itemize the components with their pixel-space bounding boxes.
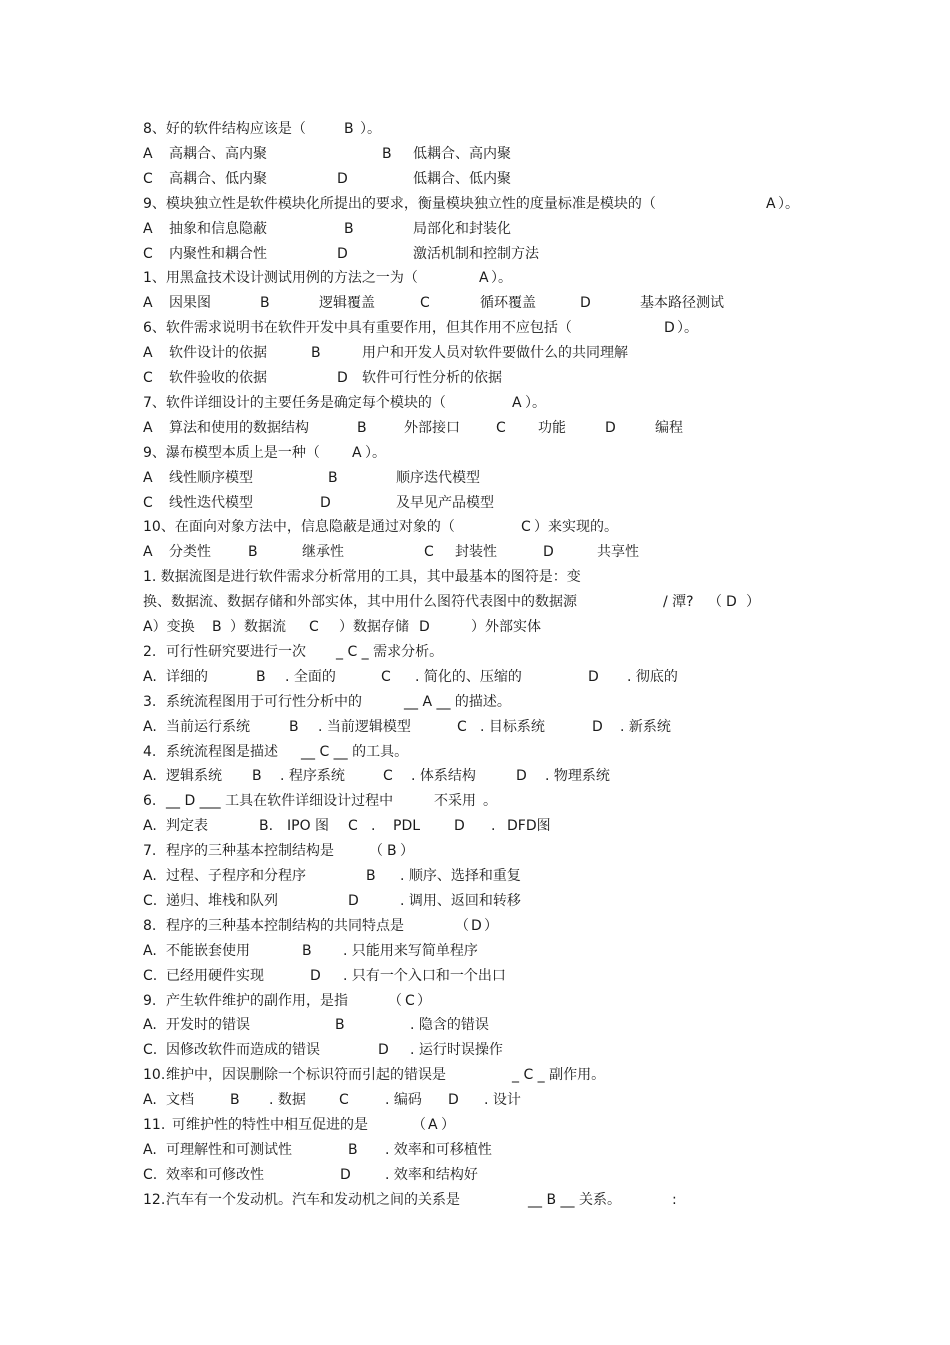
- line-text-segment: . 新系统: [620, 719, 671, 735]
- text-line: [0, 517, 950, 542]
- text-line: [0, 443, 950, 468]
- line-text-segment: ）来实现的。: [534, 519, 618, 535]
- line-text-segment: ）数据流: [230, 619, 286, 635]
- line-text-segment: . 全面的: [285, 669, 336, 685]
- line-text-segment: 产生软件维护的副作用，是指: [166, 993, 348, 1009]
- line-text-segment: （: [455, 918, 469, 934]
- line-text-segment: 低耦合、低内聚: [413, 171, 511, 187]
- line-text-segment: 因果图: [169, 295, 211, 311]
- text-line: [0, 1040, 950, 1065]
- line-text-segment: .: [491, 818, 496, 834]
- text-line: [0, 1165, 950, 1190]
- line-lead-text: A: [143, 345, 153, 361]
- line-text-segment: 开发时的错误: [166, 1017, 250, 1033]
- line-lead-text: A.: [143, 1092, 157, 1108]
- line-text-segment: ）。: [778, 196, 799, 212]
- line-text-segment: C: [348, 818, 358, 834]
- line-text-segment: . 数据: [269, 1092, 306, 1108]
- line-text-segment: D: [592, 719, 603, 735]
- line-text-segment: 高耦合、低内聚: [169, 171, 267, 187]
- line-lead-text: 9、模块独立性是软件模块化所提出的要求，衡量模块独立性的度量标准是模块的（: [143, 196, 656, 212]
- text-line: [0, 418, 950, 443]
- text-line: [0, 742, 950, 767]
- line-text-segment: . 程序系统: [280, 768, 345, 784]
- line-text-segment: D: [448, 1092, 459, 1108]
- line-text-segment: __ C __ 的工具。: [301, 744, 409, 760]
- line-text-segment: B: [260, 295, 270, 311]
- line-text-segment: 系统流程图用于可行性分析中的: [166, 694, 362, 710]
- line-text-segment: 可理解性和可测试性: [166, 1142, 292, 1158]
- line-text-segment: B: [248, 544, 258, 560]
- line-lead-text: 3.: [143, 694, 157, 710]
- line-text-segment: 外部接口: [404, 420, 460, 436]
- line-lead-text: 1、用黑盒技术设计测试用例的方法之一为（: [143, 270, 418, 286]
- text-line: [0, 916, 950, 941]
- line-lead-text: 8、好的软件结构应该是（: [143, 121, 306, 137]
- line-lead-text: C: [143, 171, 153, 187]
- line-text-segment: _ C _ 需求分析。: [336, 644, 444, 660]
- line-text-segment: 因修改软件而造成的错误: [166, 1042, 320, 1058]
- line-text-segment: 软件可行性分析的依据: [362, 370, 502, 386]
- line-lead-text: 2.: [143, 644, 157, 660]
- line-lead-text: A.: [143, 1017, 157, 1033]
- line-text-segment: 文档: [166, 1092, 194, 1108]
- line-lead-text: 9.: [143, 993, 157, 1009]
- line-text-segment: B: [344, 121, 354, 137]
- line-text-segment: ）外部实体: [471, 619, 541, 635]
- line-text-segment: C: [381, 669, 391, 685]
- line-text-segment: D: [337, 370, 348, 386]
- line-lead-text: A.: [143, 768, 157, 784]
- text-line: [0, 268, 950, 293]
- line-text-segment: B: [328, 470, 338, 486]
- line-text-segment: C: [339, 1092, 349, 1108]
- line-text-segment: 基本路径测试: [640, 295, 724, 311]
- line-text-segment: 线性迭代模型: [169, 495, 253, 511]
- line-text-segment: B: [366, 868, 376, 884]
- line-lead-text: 6.: [143, 793, 157, 809]
- text-line: [0, 244, 950, 269]
- line-text-segment: 分类性: [169, 544, 211, 560]
- line-lead-text: 7.: [143, 843, 157, 859]
- line-text-segment: B: [335, 1017, 345, 1033]
- line-text-segment: C: [457, 719, 467, 735]
- line-text-segment: . 效率和结构好: [385, 1167, 478, 1183]
- line-lead-text: C: [143, 370, 153, 386]
- line-text-segment: 低耦合、高内聚: [413, 146, 511, 162]
- line-text-segment: C: [420, 295, 430, 311]
- line-text-segment: C: [405, 993, 415, 1009]
- line-text-segment: A: [766, 196, 776, 212]
- line-text-segment: 功能: [538, 420, 566, 436]
- text-line: [0, 119, 950, 144]
- line-text-segment: D: [605, 420, 616, 436]
- line-text-segment: 编程: [655, 420, 683, 436]
- line-text-segment: 可行性研究要进行一次: [166, 644, 306, 660]
- line-lead-text: 9、瀑布模型本质上是一种（: [143, 445, 320, 461]
- line-text-segment: 用户和开发人员对软件要做什么的共同理解: [362, 345, 628, 361]
- line-text-segment: . 顺序、选择和重复: [400, 868, 521, 884]
- line-text-segment: 循环覆盖: [480, 295, 536, 311]
- line-text-segment: . 编码: [385, 1092, 422, 1108]
- line-lead-text: 7、软件详细设计的主要任务是确定每个模块的（: [143, 395, 446, 411]
- text-line: [0, 393, 950, 418]
- line-text-segment: . 当前逻辑模型: [318, 719, 411, 735]
- line-text-segment: D: [337, 246, 348, 262]
- line-text-segment: 不能嵌套使用: [166, 943, 250, 959]
- line-lead-text: A）变换: [143, 619, 195, 635]
- line-lead-text: 6、软件需求说明书在软件开发中具有重要作用，但其作用不应包括（: [143, 320, 572, 336]
- line-text-segment: PDL: [393, 818, 421, 834]
- line-text-segment: ）: [484, 918, 498, 934]
- line-text-segment: 递归、堆栈和队列: [166, 893, 278, 909]
- line-text-segment: D: [588, 669, 599, 685]
- text-line: [0, 991, 950, 1016]
- line-text-segment: ）。: [491, 270, 512, 286]
- line-text-segment: D: [348, 893, 359, 909]
- line-text-segment: 判定表: [166, 818, 208, 834]
- line-text-segment: 系统流程图是描述: [166, 744, 278, 760]
- line-text-segment: D: [726, 594, 737, 610]
- text-line: [0, 766, 950, 791]
- text-line: [0, 1065, 950, 1090]
- text-line: [0, 816, 950, 841]
- line-text-segment: _ C _ 副作用。: [512, 1067, 606, 1083]
- line-text-segment: C: [521, 519, 531, 535]
- line-lead-text: A: [143, 295, 153, 311]
- line-text-segment: 及早见产品模型: [396, 495, 494, 511]
- text-line: [0, 293, 950, 318]
- line-text-segment: . 运行时误操作: [410, 1042, 503, 1058]
- text-line: [0, 617, 950, 642]
- text-line: [0, 567, 950, 592]
- line-text-segment: . 调用、返回和转移: [400, 893, 521, 909]
- text-line: [0, 717, 950, 742]
- line-text-segment: C: [424, 544, 434, 560]
- line-text-segment: IPO 图: [287, 818, 330, 834]
- line-text-segment: B: [357, 420, 367, 436]
- line-text-segment: ）。: [360, 121, 381, 137]
- text-line: [0, 368, 950, 393]
- line-text-segment: DFD图: [507, 818, 551, 834]
- text-line: [0, 468, 950, 493]
- line-text-segment: D: [340, 1167, 351, 1183]
- line-text-segment: 汽车有一个发动机。汽车和发动机之间的关系是: [166, 1192, 460, 1208]
- line-text-segment: 封装性: [455, 544, 497, 560]
- line-text-segment: （: [388, 993, 402, 1009]
- line-text-segment: B: [311, 345, 321, 361]
- line-text-segment: . 目标系统: [480, 719, 545, 735]
- line-text-segment: 详细的: [166, 669, 208, 685]
- text-line: [0, 692, 950, 717]
- line-text-segment: ）: [400, 843, 414, 859]
- line-text-segment: ）。: [365, 445, 386, 461]
- line-text-segment: . 效率和可移植性: [385, 1142, 492, 1158]
- line-text-segment: 内聚性和耦合性: [169, 246, 267, 262]
- line-text-segment: D: [471, 918, 482, 934]
- text-line: [0, 592, 950, 617]
- text-line: [0, 891, 950, 916]
- line-lead-text: A: [143, 470, 153, 486]
- text-line: [0, 1190, 950, 1215]
- line-lead-text: C.: [143, 1042, 158, 1058]
- line-text-segment: 过程、子程序和分程序: [166, 868, 306, 884]
- line-lead-text: A: [143, 420, 153, 436]
- line-text-segment: （: [708, 594, 722, 610]
- line-text-segment: 顺序迭代模型: [396, 470, 480, 486]
- line-lead-text: A: [143, 221, 153, 237]
- line-text-segment: B: [230, 1092, 240, 1108]
- line-text-segment: （: [412, 1117, 426, 1133]
- line-text-segment: B: [387, 843, 397, 859]
- text-line: [0, 194, 950, 219]
- line-text-segment: 程序的三种基本控制结构是: [166, 843, 334, 859]
- line-text-segment: D: [580, 295, 591, 311]
- line-text-segment: 局部化和封装化: [413, 221, 511, 237]
- line-lead-text: A.: [143, 868, 157, 884]
- line-text-segment: 逻辑覆盖: [319, 295, 375, 311]
- text-line: [0, 493, 950, 518]
- line-lead-text: 10、在面向对象方法中，信息隐蔽是通过对象的（: [143, 519, 455, 535]
- line-text-segment: .: [371, 818, 376, 834]
- line-lead-text: 1. 数据流图是进行软件需求分析常用的工具，其中最基本的图符是：变: [143, 569, 581, 585]
- line-text-segment: 继承性: [302, 544, 344, 560]
- line-lead-text: C: [143, 246, 153, 262]
- line-lead-text: 换、数据流、数据存储和外部实体，其中用什么图符代表图中的数据源: [143, 594, 577, 610]
- line-lead-text: A.: [143, 1142, 157, 1158]
- line-text-segment: / 潭?: [663, 594, 694, 610]
- text-line: [0, 318, 950, 343]
- line-lead-text: 11.: [143, 1117, 166, 1133]
- line-text-segment: B: [289, 719, 299, 735]
- line-lead-text: 12.: [143, 1192, 166, 1208]
- line-text-segment: A: [428, 1117, 438, 1133]
- line-text-segment: . 物理系统: [545, 768, 610, 784]
- line-text-segment: C: [309, 619, 319, 635]
- line-text-segment: 程序的三种基本控制结构的共同特点是: [166, 918, 404, 934]
- line-text-segment: ）: [417, 993, 431, 1009]
- line-text-segment: . 设计: [484, 1092, 521, 1108]
- text-line: [0, 1015, 950, 1040]
- line-text-segment: __ D ___ 工具在软件详细设计过程中: [166, 793, 394, 809]
- line-lead-text: A.: [143, 943, 157, 959]
- line-text-segment: . 体系结构: [411, 768, 476, 784]
- line-text-segment: D: [310, 968, 321, 984]
- text-line: [0, 542, 950, 567]
- text-line: [0, 667, 950, 692]
- line-text-segment: 维护中，因误删除一个标识符而引起的错误是: [166, 1067, 446, 1083]
- text-line: [0, 1140, 950, 1165]
- line-text-segment: 不采用: [434, 793, 476, 809]
- line-lead-text: 4.: [143, 744, 157, 760]
- line-text-segment: D: [320, 495, 331, 511]
- line-text-segment: 高耦合、高内聚: [169, 146, 267, 162]
- line-text-segment: 软件设计的依据: [169, 345, 267, 361]
- line-text-segment: ）。: [525, 395, 546, 411]
- line-text-segment: D: [454, 818, 465, 834]
- line-text-segment: :: [672, 1192, 677, 1208]
- text-line: [0, 866, 950, 891]
- line-text-segment: D: [516, 768, 527, 784]
- line-text-segment: B: [302, 943, 312, 959]
- line-lead-text: C.: [143, 1167, 158, 1183]
- line-text-segment: . 隐含的错误: [410, 1017, 489, 1033]
- line-text-segment: . 只能用来写简单程序: [343, 943, 478, 959]
- line-text-segment: 当前运行系统: [166, 719, 250, 735]
- line-text-segment: 效率和可修改性: [166, 1167, 264, 1183]
- line-lead-text: A: [143, 544, 153, 560]
- line-text-segment: B.: [259, 818, 274, 834]
- line-text-segment: B: [252, 768, 262, 784]
- line-text-segment: D: [337, 171, 348, 187]
- line-text-segment: 可维护性的特性中相互促进的是: [172, 1117, 368, 1133]
- line-text-segment: 软件验收的依据: [169, 370, 267, 386]
- line-text-segment: D: [419, 619, 430, 635]
- text-line: [0, 966, 950, 991]
- line-text-segment: D: [664, 320, 675, 336]
- line-text-segment: B: [382, 146, 392, 162]
- line-lead-text: C: [143, 495, 153, 511]
- text-line: [0, 343, 950, 368]
- line-lead-text: A.: [143, 719, 157, 735]
- line-text-segment: 逻辑系统: [166, 768, 222, 784]
- text-line: [0, 1090, 950, 1115]
- text-line: [0, 791, 950, 816]
- line-lead-text: 8.: [143, 918, 157, 934]
- line-text-segment: . 简化的、压缩的: [415, 669, 522, 685]
- line-lead-text: C.: [143, 968, 158, 984]
- line-text-segment: ）。: [677, 320, 698, 336]
- line-text-segment: C: [383, 768, 393, 784]
- line-text-segment: ）: [441, 1117, 455, 1133]
- line-text-segment: ）数据存储: [339, 619, 409, 635]
- line-text-segment: 激活机制和控制方法: [413, 246, 539, 262]
- line-text-segment: 共享性: [597, 544, 639, 560]
- line-text-segment: B: [348, 1142, 358, 1158]
- line-text-segment: B: [212, 619, 222, 635]
- line-lead-text: A: [143, 146, 153, 162]
- text-line: [0, 642, 950, 667]
- line-text-segment: ）: [746, 594, 760, 610]
- line-text-segment: A: [479, 270, 489, 286]
- line-text-segment: B: [256, 669, 266, 685]
- line-text-segment: . 只有一个入口和一个出口: [343, 968, 506, 984]
- line-text-segment: __ B __ 关系。: [528, 1192, 621, 1208]
- line-text-segment: （: [369, 843, 383, 859]
- line-text-segment: 。: [483, 793, 497, 809]
- line-text-segment: 抽象和信息隐蔽: [169, 221, 267, 237]
- line-text-segment: B: [344, 221, 354, 237]
- line-lead-text: C.: [143, 893, 158, 909]
- line-text-segment: 已经用硬件实现: [166, 968, 264, 984]
- line-text-segment: D: [543, 544, 554, 560]
- line-text-segment: . 彻底的: [627, 669, 678, 685]
- text-line: [0, 169, 950, 194]
- line-text-segment: D: [378, 1042, 389, 1058]
- text-line: [0, 1115, 950, 1140]
- text-line: [0, 219, 950, 244]
- line-text-segment: A: [512, 395, 522, 411]
- line-text-segment: C: [496, 420, 506, 436]
- line-lead-text: 10.: [143, 1067, 166, 1083]
- text-line: [0, 941, 950, 966]
- line-text-segment: A: [352, 445, 362, 461]
- line-text-segment: __ A __ 的描述。: [404, 694, 511, 710]
- line-lead-text: A.: [143, 669, 157, 685]
- line-text-segment: 线性顺序模型: [169, 470, 253, 486]
- text-line: [0, 144, 950, 169]
- text-line: [0, 841, 950, 866]
- line-lead-text: A.: [143, 818, 157, 834]
- line-text-segment: 算法和使用的数据结构: [169, 420, 309, 436]
